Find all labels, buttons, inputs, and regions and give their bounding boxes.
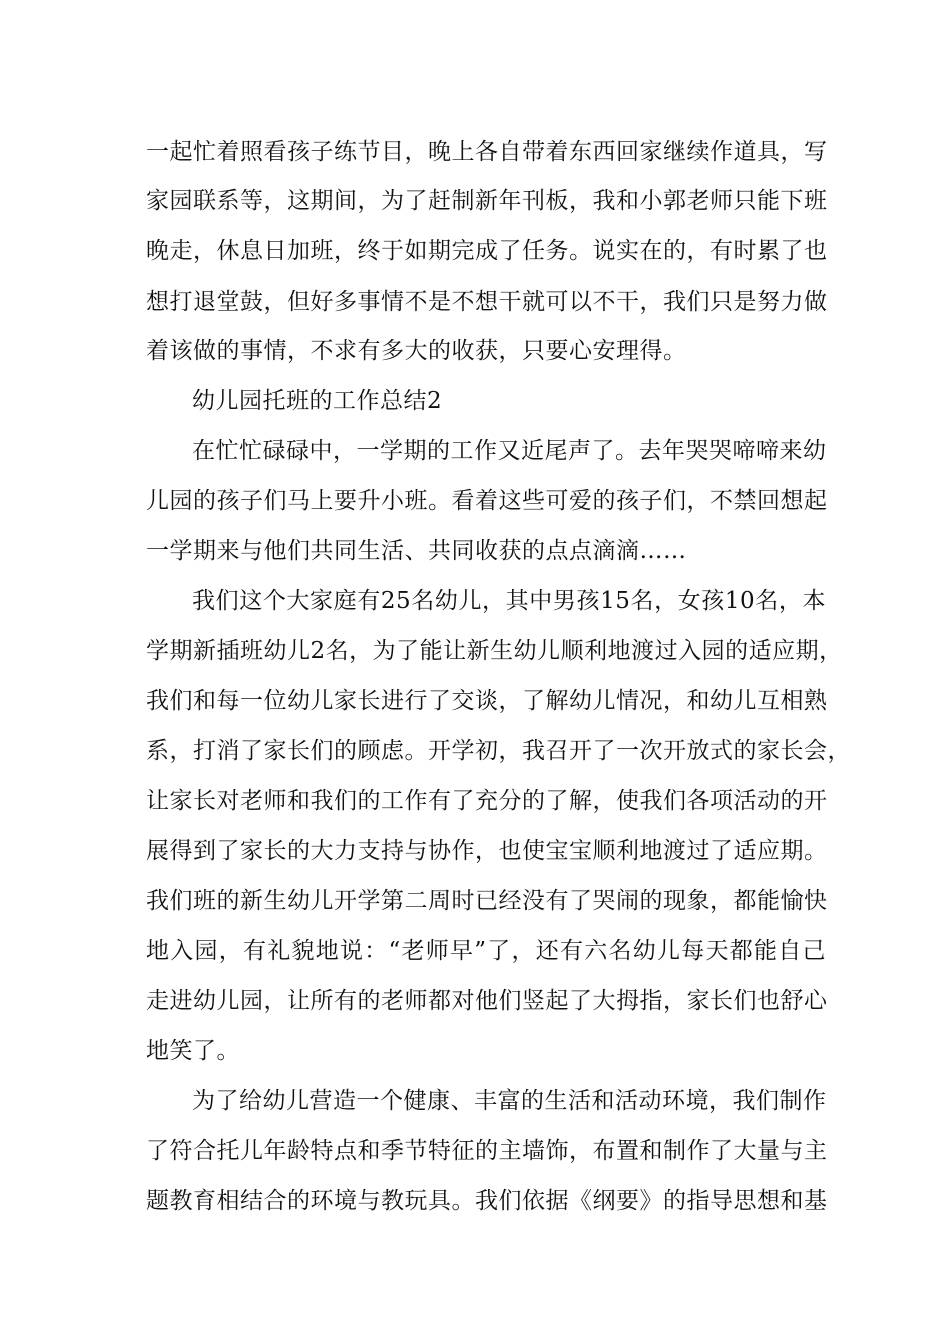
text-line: 儿园的孩子们马上要升小班。看着这些可爱的孩子们，不禁回想起 <box>146 488 828 514</box>
text-line: 我们班的新生幼儿开学第二周时已经没有了哭闹的现象，都能愉快 <box>146 888 828 914</box>
text-line: 家园联系等，这期间，为了赶制新年刊板，我和小郭老师只能下班 <box>146 188 828 214</box>
text-line: 学期新插班幼儿2名，为了能让新生幼儿顺利地渡过入园的适应期， <box>146 638 843 664</box>
section-heading: 幼儿园托班的工作总结2 <box>192 388 443 414</box>
text-line: 题教育相结合的环境与教玩具。我们依据《纲要》的指导思想和基 <box>146 1188 828 1214</box>
text-line: 想打退堂鼓，但好多事情不是不想干就可以不干，我们只是努力做 <box>146 289 828 315</box>
text-line: 晚走，休息日加班，终于如期完成了任务。说实在的，有时累了也 <box>146 238 828 264</box>
text-line: 了符合托儿年龄特点和季节特征的主墙饰，布置和制作了大量与主 <box>146 1138 828 1164</box>
text-line: 在忙忙碌碌中，一学期的工作又近尾声了。去年哭哭啼啼来幼 <box>192 438 827 464</box>
text-line: 一起忙着照看孩子练节目，晚上各自带着东西回家继续作道具，写 <box>146 139 828 165</box>
text-line: 我们这个大家庭有25名幼儿，其中男孩15名，女孩10名，本 <box>192 588 826 614</box>
text-line: 着该做的事情，不求有多大的收获，只要心安理得。 <box>146 338 687 364</box>
text-line: 为了给幼儿营造一个健康、丰富的生活和活动环境，我们制作 <box>192 1088 827 1114</box>
text-line: 展得到了家长的大力支持与协作，也使宝宝顺利地渡过了适应期。 <box>146 838 828 864</box>
text-line: 我们和每一位幼儿家长进行了交谈，了解幼儿情况，和幼儿互相熟 <box>146 688 828 714</box>
text-line: 让家长对老师和我们的工作有了充分的了解，使我们各项活动的开 <box>146 788 828 814</box>
text-line: 走进幼儿园，让所有的老师都对他们竖起了大拇指，家长们也舒心 <box>146 988 828 1014</box>
text-line: 地入园，有礼貌地说：“老师早”了，还有六名幼儿每天都能自己 <box>146 938 826 964</box>
text-line: 地笑了。 <box>146 1038 240 1064</box>
text-line: 系，打消了家长们的顾虑。开学初，我召开了一次开放式的家长会， <box>146 738 851 764</box>
text-line: 一学期来与他们共同生活、共同收获的点点滴滴…… <box>146 538 687 564</box>
